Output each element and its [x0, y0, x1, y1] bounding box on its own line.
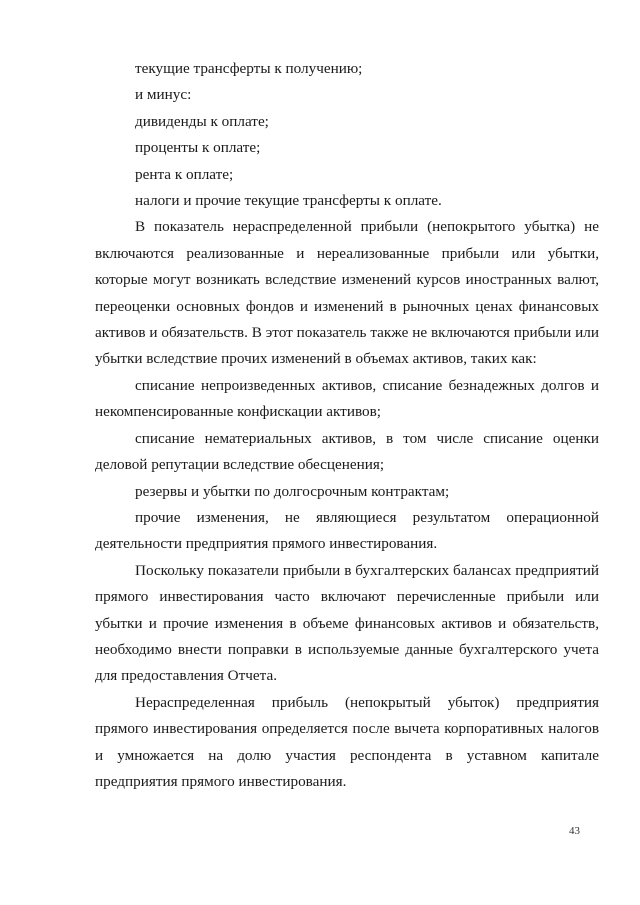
list-line: налоги и прочие текущие трансферты к оплате.: [135, 192, 442, 210]
list-item: резервы и убытки по долгосрочным контрактам;: [135, 482, 450, 500]
list-line: текущие трансферты к получению;: [135, 60, 363, 77]
paragraph: Нераспределенная прибыль (непокрытый убыток) предприятия прямого инвестирования определяется после вычета корпоративных налогов и умножается на долю участия респондента в уставном капитале предприятия прямого инвестирования.: [95, 693, 599, 790]
list-item: списание нематериальных активов, в том числе списание оценки деловой репутации вследствие обесценения;: [95, 429, 599, 474]
page-number: 43: [569, 825, 580, 837]
list-item: прочие изменения, не являющиеся результатом операционной деятельности предприятия прямого инвестирования.: [95, 508, 599, 553]
list-line: дивиденды к оплате;: [135, 112, 269, 130]
document-body: [95, 56, 599, 795]
list-item: списание непроизведенных активов, списание безнадежных долгов и некомпенсированные конфискации активов;: [95, 376, 599, 421]
paragraph: В показатель нераспределенной прибыли (непокрытого убытка) не включаются реализованные и нереализованные прибыли или убытки, которые могут возникать вследствие изменений курсов иностранных валют, переоценки основных фондов и изменений в рыночных ценах финансовых активов и обязательств. В этот показатель также не включаются прибыли или убытки вследствие прочих изменений в объемах активов, таких как:: [95, 218, 599, 368]
list-line: и минус:: [135, 86, 192, 104]
paragraph: Поскольку показатели прибыли в бухгалтерских балансах предприятий прямого инвестирования часто включают перечисленные прибыли или убытки и прочие изменения в объеме финансовых активов и обязательств, необходимо внести поправки в используемые данные бухгалтерского учета для предоставления Отчета.: [95, 561, 599, 685]
list-line: проценты к оплате;: [135, 139, 261, 157]
list-line: рента к оплате;: [135, 165, 234, 183]
